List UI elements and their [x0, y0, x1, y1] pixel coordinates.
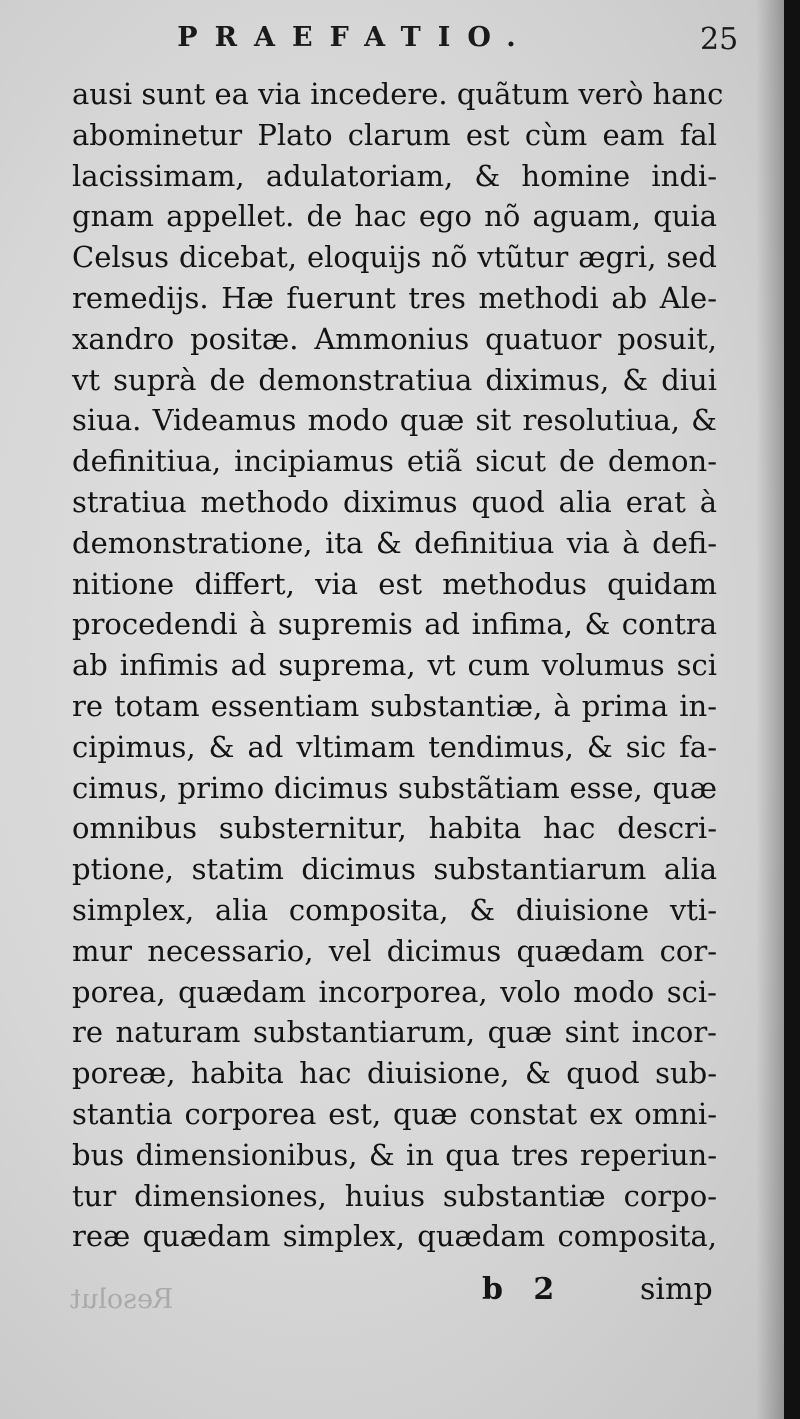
text-line: omnibus substernitur, habita hac descri- — [72, 811, 717, 846]
text-line: simplex, alia composita, & diuisione vti- — [72, 892, 717, 927]
text-line: ab infimis ad suprema, vt cum volumus sci — [72, 648, 717, 683]
text-line: xandro positæ. Ammonius quatuor posuit, — [72, 321, 717, 356]
text-line: tur dimensiones, huius substantiæ corpo- — [72, 1178, 717, 1213]
text-line: definitiua, incipiamus etiã sicut de demon- — [72, 444, 717, 479]
page-edge-shadow — [784, 0, 800, 1419]
text-line: ptione, statim dicimus substantiarum alia — [72, 852, 717, 887]
text-line: cipimus, & ad vltimam tendimus, & sic fa- — [72, 729, 717, 764]
text-line: re totam essentiam substantiæ, à prima in- — [72, 688, 717, 723]
text-line: lacissimam, adulatoriam, & homine indi- — [72, 158, 717, 193]
body-text — [72, 74, 724, 1257]
text-line: stantia corporea est, quæ constat ex omni- — [72, 1096, 717, 1131]
text-line: remedijs. Hæ fuerunt tres methodi ab Ale- — [72, 280, 717, 315]
text-line: mur necessario, vel dicimus quædam cor- — [72, 933, 717, 968]
signature-mark: b 2 — [482, 1272, 555, 1307]
text-line: reæ quædam simplex, quædam composita, — [72, 1219, 717, 1254]
text-line: cimus, primo dicimus substãtiam esse, quæ — [72, 770, 717, 805]
text-line: vt suprà de demonstratiua diximus, & diui — [72, 362, 717, 397]
text-line: nitione differt, via est methodus quidam — [72, 566, 717, 601]
text-line: abominetur Plato clarum est cùm eam fal — [72, 117, 717, 152]
text-line: porea, quædam incorporea, volo modo sci- — [72, 974, 717, 1009]
page-number: 25 — [700, 22, 739, 57]
text-line: Celsus dicebat, eloquijs nõ vtũtur ægri, sed — [72, 240, 717, 275]
text-line: gnam appellet. de hac ego nõ aguam, quia — [72, 199, 717, 234]
text-line: siua. Videamus modo quæ sit resolutiua, & — [72, 403, 717, 438]
text-line: bus dimensionibus, & in qua tres reperiun- — [72, 1137, 717, 1172]
text-line: stratiua methodo diximus quod alia erat à — [72, 484, 717, 519]
text-line: re naturam substantiarum, quæ sint incor- — [72, 1015, 717, 1050]
running-head: PRAEFATIO. — [177, 22, 533, 53]
text-line: demonstratione, ita & definitiua via à defi- — [72, 525, 717, 560]
bleed-through-text: Resolut — [70, 1284, 174, 1315]
text-line: poreæ, habita hac diuisione, & quod sub- — [72, 1056, 717, 1091]
text-line: ausi sunt ea via incedere. quãtum verò hanc — [72, 77, 724, 111]
text-line: procedendi à supremis ad infima, & contra — [72, 607, 717, 642]
catchword: simp — [640, 1272, 713, 1307]
